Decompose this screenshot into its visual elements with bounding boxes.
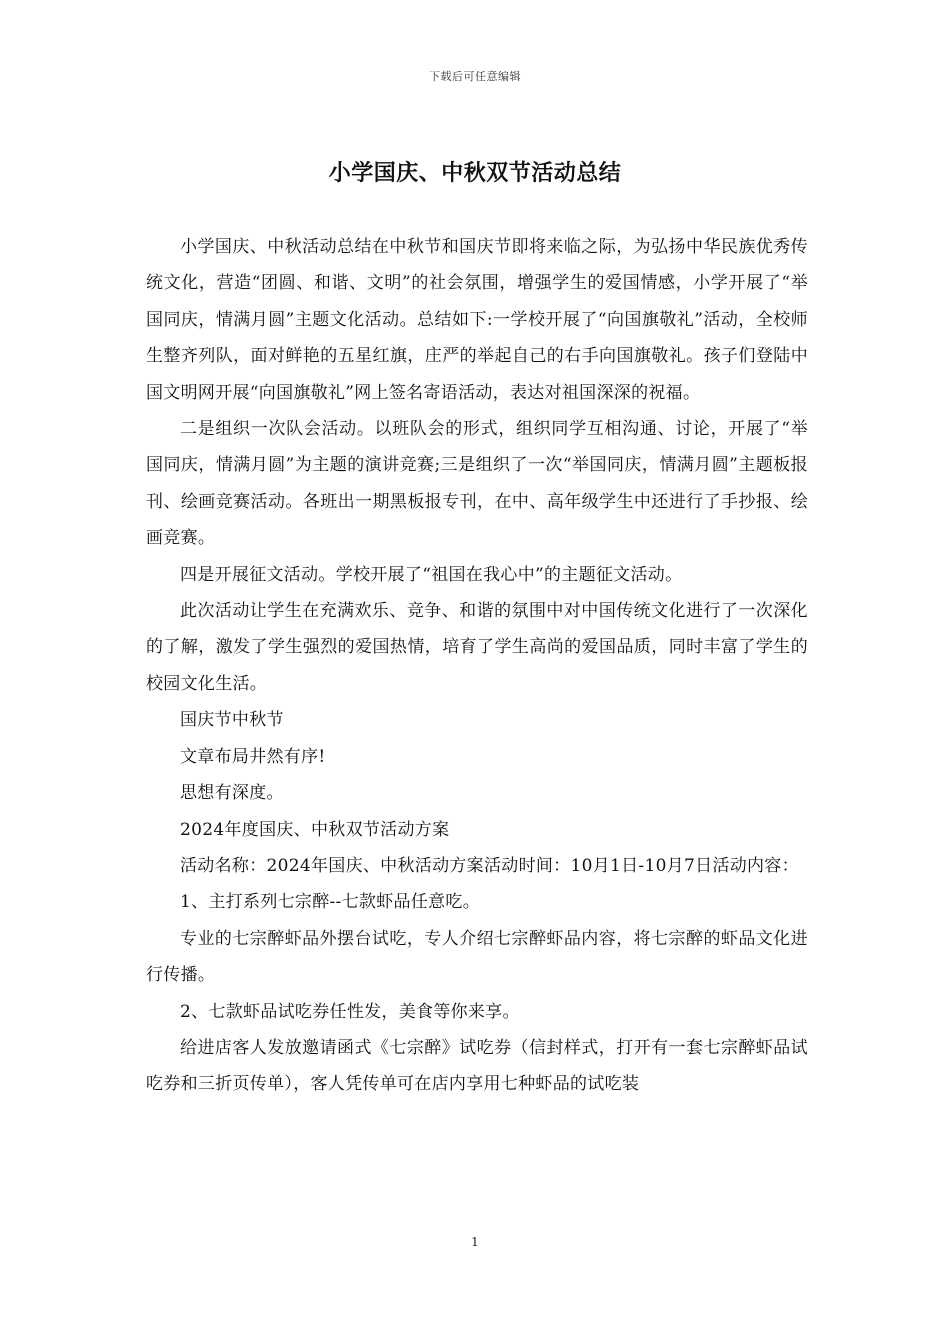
paragraph: 活动名称：2024年国庆、中秋活动方案活动时间：10月1日-10月7日活动内容： bbox=[180, 855, 799, 876]
paragraph: 二是组织一次队会活动。以班队会的形式，组织同学互相沟通、讨论，开展了“举国同庆，情满月圆”为主题的演讲竞赛;三是组织了一次“举国同庆，情满月圆”主题板报刊、绘画竞赛活动。各班出一期黑板报专刊，在中、高年级学生中还进行了手抄报、绘画竞赛。 bbox=[146, 419, 808, 549]
paragraph: 小学国庆、中秋活动总结在中秋节和国庆节即将来临之际，为弘扬中华民族优秀传统文化，营造“团圆、和谐、文明”的社会氛围，增强学生的爱国情感，小学开展了“举国同庆，情满月圆”主题文化活动。总结如下:一学校开展了“向国旗敬礼”活动，全校师生整齐列队，面对鲜艳的五星红旗，庄严的举起自己的右手向国旗敬礼。孩子们登陆中国文明网开展“向国旗敬礼”网上签名寄语活动，表达对祖国深深的祝福。 bbox=[146, 237, 808, 403]
list-item: 2、七款虾品试吃券任性发，美食等你来享。 bbox=[180, 1001, 520, 1022]
paragraph: 国庆节中秋节 bbox=[180, 710, 284, 731]
document-body bbox=[146, 229, 808, 1103]
page-header-note: 下载后可任意编辑 bbox=[429, 70, 521, 83]
document-title: 小学国庆、中秋双节活动总结 bbox=[328, 160, 622, 186]
list-item: 1、主打系列七宗醉--七款虾品任意吃。 bbox=[180, 892, 481, 913]
paragraph: 此次活动让学生在充满欢乐、竞争、和谐的氛围中对中国传统文化进行了一次深化的了解，激发了学生强烈的爱国热情，培育了学生高尚的爱国品质，同时丰富了学生的校园文化生活。 bbox=[146, 601, 808, 694]
paragraph: 思想有深度。 bbox=[180, 783, 284, 804]
section-heading: 2024年度国庆、中秋双节活动方案 bbox=[180, 819, 450, 840]
page-number: 1 bbox=[471, 1235, 479, 1249]
paragraph: 专业的七宗醉虾品外摆台试吃，专人介绍七宗醉虾品内容，将七宗醉的虾品文化进行传播。 bbox=[146, 928, 808, 986]
paragraph: 四是开展征文活动。学校开展了“祖国在我心中”的主题征文活动。 bbox=[180, 564, 683, 585]
paragraph: 文章布局井然有序! bbox=[180, 746, 326, 767]
paragraph: 给进店客人发放邀请函式《七宗醉》试吃券（信封样式，打开有一套七宗醉虾品试吃券和三折页传单），客人凭传单可在店内享用七种虾品的试吃装 bbox=[146, 1037, 808, 1095]
